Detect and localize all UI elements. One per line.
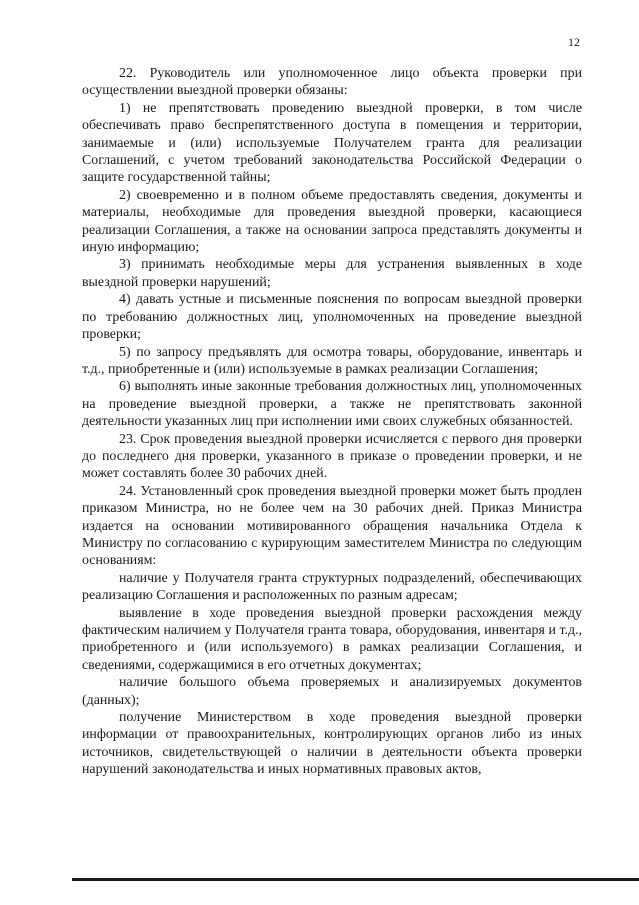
paragraph-ground-2: выявление в ходе проведения выездной проверки расхождения между фактическим наличием у Получателя гранта товара, оборудования, инвентаря и т.д., приобретенного и (или используемого) в рамках реализации Соглашения, и сведениями, содержащимися в его отчетных документах;: [82, 605, 582, 673]
paragraph-ground-1: наличие у Получателя гранта структурных подразделений, обеспечивающих реализацию Соглашения и расположенных по разным адресам;: [82, 570, 582, 604]
paragraph-24: 24. Установленный срок проведения выездной проверки может быть продлен приказом Министра, но не более чем на 30 рабочих дней. Приказ Министра издается на основании мотивированного обращения начальника Отдела к Министру по согласованию с курирующим заместителем Министра по следующим основаниям:: [82, 483, 582, 569]
paragraph-23: 23. Срок проведения выездной проверки исчисляется с первого дня проверки до последнего дня проверки, указанного в приказе о проведении проверки, и не может составлять более 30 рабочих дней.: [82, 431, 582, 482]
paragraph-obligation-4: 4) давать устные и письменные пояснения по вопросам выездной проверки по требованию должностных лиц, уполномоченных на проведение выездной проверки;: [82, 292, 582, 343]
scan-edge-line: [72, 878, 639, 881]
paragraph-obligation-6: 6) выполнять иные законные требования должностных лиц, уполномоченных на проведение выездной проверки, а также не препятствовать законной деятельности указанных лиц при исполнении ими своих служебных обязанностей.: [82, 379, 582, 430]
paragraph-obligation-5: 5) по запросу предъявлять для осмотра товары, оборудование, инвентарь и т.д., приобретенные и (или) используемые в рамках реализации Соглашения;: [82, 344, 582, 377]
page-number: 12: [568, 35, 580, 49]
paragraph-22-intro: 22. Руководитель или уполномоченное лицо объекта проверки при осуществлении выездной проверки обязаны:: [82, 66, 582, 99]
paragraph-obligation-3: 3) принимать необходимые меры для устранения выявленных в ходе выездной проверки нарушений;: [82, 257, 582, 290]
paragraph-obligation-2: 2) своевременно и в полном объеме предоставлять сведения, документы и материалы, необходимые для проведения выездной проверки, касающиеся реализации Соглашения, а также на основании запроса представлять документы и иную информацию;: [82, 187, 582, 256]
document-body: [82, 65, 582, 779]
paragraph-ground-3: наличие большого объема проверяемых и анализируемых документов (данных);: [82, 675, 582, 708]
paragraph-obligation-1: 1) не препятствовать проведению выездной проверки, в том числе обеспечивать право беспрепятственного доступа в помещения и территории, занимаемые и (или) используемые Получателем гранта для реализации Соглашений, с учетом требований законодательства Российской Федерации о защите государственной тайны;: [82, 100, 582, 186]
paragraph-ground-4: получение Министерством в ходе проведения выездной проверки информации от правоохранительных, контролирующих органов либо из иных источников, свидетельствующей о наличии в деятельности объекта проверки нарушений законодательства и иных нормативных правовых актов,: [82, 710, 582, 778]
